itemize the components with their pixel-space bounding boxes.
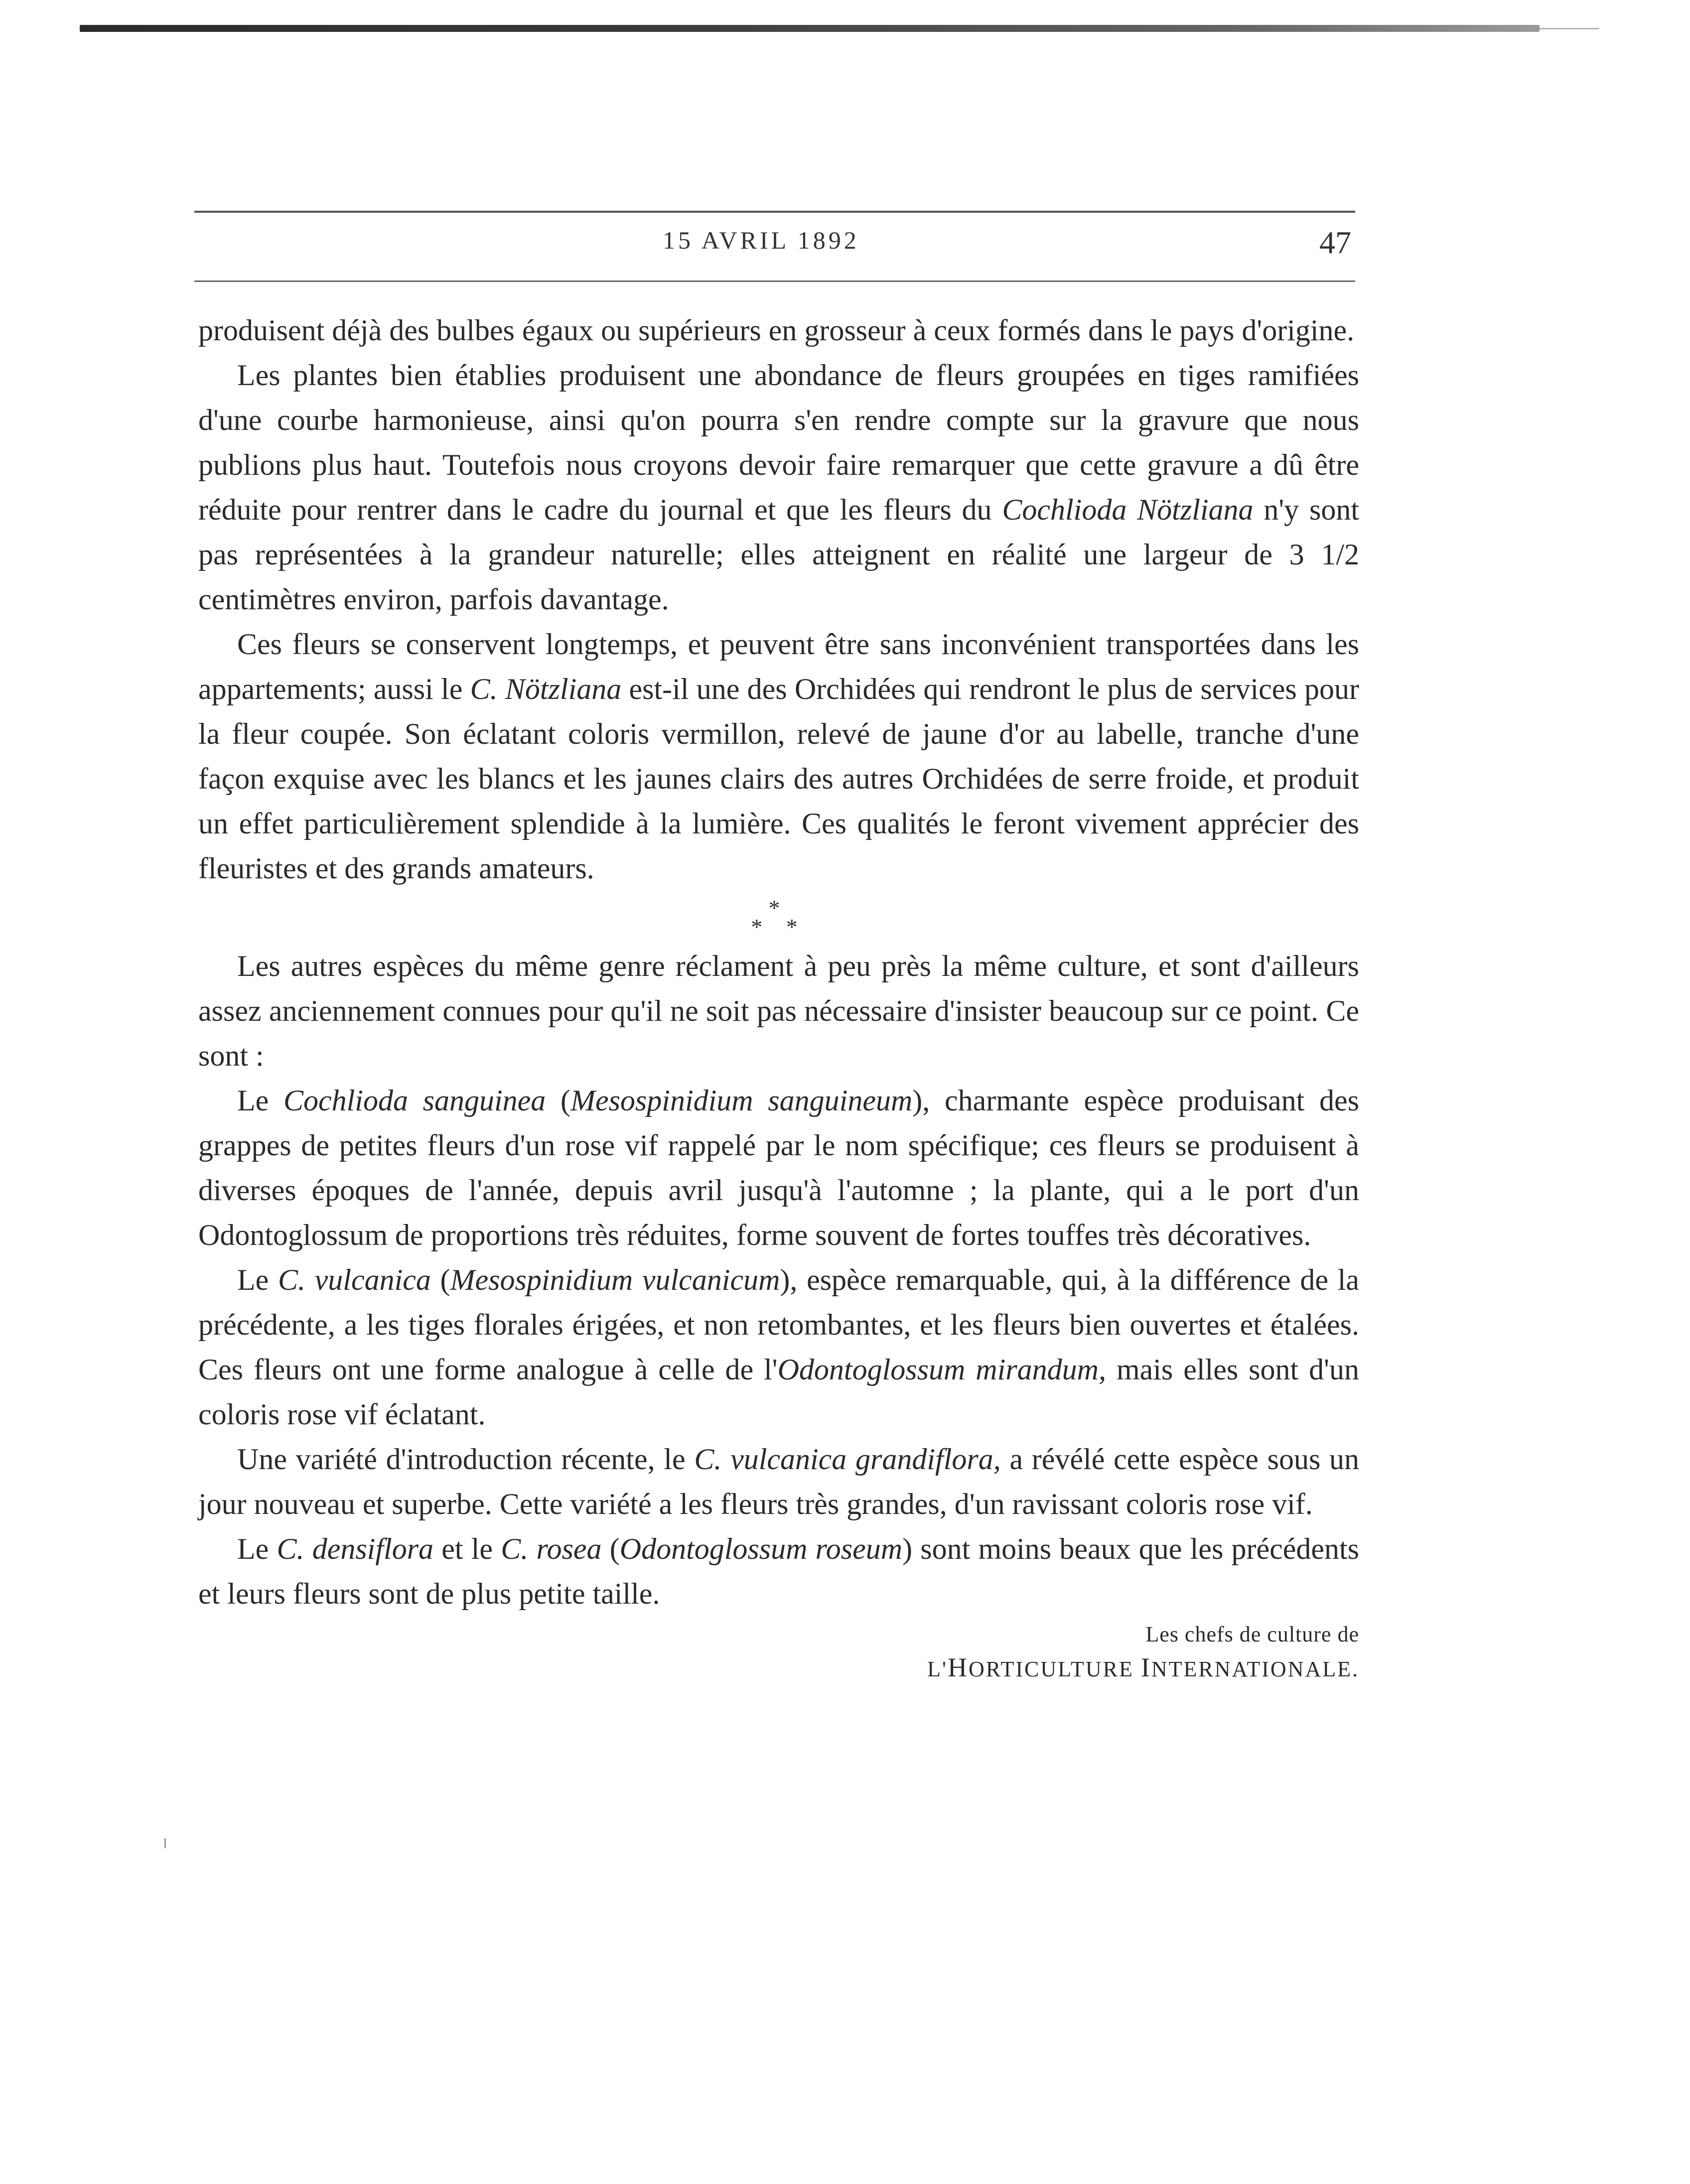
paragraph-8-text-c: (: [601, 1532, 620, 1565]
asterism-divider: [198, 891, 1359, 944]
paragraph-5-italic-b: Mesospinidium sanguineum: [570, 1084, 913, 1117]
paragraph-8-italic-a: C. densiflora: [277, 1532, 434, 1565]
paragraph-7-italic-a: C. vulcanica grandiflora,: [694, 1443, 1001, 1476]
paragraph-7-text-a: Une variété d'introduction récente, le: [237, 1443, 695, 1476]
paragraph-5-text-b: (: [546, 1084, 570, 1117]
paragraph-6-text-a: Le: [237, 1263, 278, 1296]
paragraph-2-text-a: Les plantes bien établies produisent une abondance de fleurs groupées en tiges ramifiées d'une courbe harmonieuse, ainsi qu'on pourra s'en rendre compte sur la gravure que nous publions plus haut. Toutefois nous croyons devoir faire remarquer que cette gravure a dû être réduite pour rentrer dans le cadre du journal et que les fleurs du: [198, 359, 1359, 526]
paragraph-3-italic-a: C. Nötzliana: [470, 673, 622, 705]
running-head-date-text: 15 AVRIL 1892: [663, 226, 859, 254]
paragraph-6-text-c: ), espèce remarquable, qui, à la différence de la précédente, a les tiges florales érigées, et non retombantes, et les fleurs bien ouvertes et étalées. Ces fleurs ont une forme analogue à celle de l': [198, 1263, 1360, 1386]
margin-mark: [164, 1838, 166, 1848]
asterism-bottom: * *: [751, 914, 807, 940]
scan-edge: [80, 25, 1540, 32]
paragraph-3-text-a: Ces fleurs se conservent longtemps, et peuvent être sans inconvénient transportées dans les appartements; aussi le: [198, 628, 1359, 705]
paragraph-7: [198, 1437, 1359, 1526]
signature-block: [198, 1618, 1359, 1686]
paragraph-6-text-b: (: [430, 1263, 450, 1296]
paragraph-6-italic-a: C. vulcanica: [278, 1263, 431, 1296]
signature-org-i: I: [1140, 1652, 1151, 1682]
paragraph-6: [198, 1257, 1359, 1437]
paragraph-1: produisent déjà des bulbes égaux ou supérieurs en grosseur à ceux formés dans le pays d'origine.: [198, 314, 1355, 347]
paragraph-5: [198, 1078, 1359, 1257]
paragraph-5-text-a: Le: [237, 1084, 283, 1117]
signature-organization: [198, 1651, 1359, 1686]
page-number: 47: [1319, 225, 1351, 260]
paragraph-3: [198, 622, 1359, 891]
asterism-top: *: [768, 895, 789, 921]
paragraph-3-text-b: est-il une des Orchidées qui rendront le plus de services pour la fleur coupée. Son éclatant coloris vermillon, relevé de jaune d'or au labelle, tranche d'une façon exquise avec les blancs et les jaunes clairs des autres Orchidées de serre froide, et produit un effet particulièrement splendide à la lumière. Ces qualités le feront vivement apprécier des fleuristes et des grands amateurs.: [198, 673, 1359, 885]
signature-org-i-rest: NTERNATIONALE.: [1151, 1657, 1359, 1681]
signature-line-1: Les chefs de culture de: [1145, 1622, 1359, 1646]
paragraph-8-text-d: ) sont moins beaux que les précédents et leurs fleurs sont de plus petite taille.: [198, 1532, 1360, 1610]
header-rule-bottom: [194, 280, 1355, 282]
paragraph-8-italic-b: C. rosea: [501, 1532, 602, 1565]
paragraph-2-italic-a: Cochlioda Nötzliana: [1002, 493, 1254, 526]
paragraph-5-italic-a: Cochlioda sanguinea: [283, 1084, 546, 1117]
paragraph-6-italic-c: Odontoglossum mirandum,: [777, 1353, 1106, 1386]
scan-edge-thin: [1540, 28, 1599, 29]
header-rule-top: [194, 211, 1355, 213]
paragraph-4: Les autres espèces du même genre réclament à peu près la même culture, et sont d'ailleurs assez anciennement connues pour qu'il ne soit pas nécessaire d'insister beaucoup sur ce point. Ce sont :: [198, 950, 1359, 1072]
paragraph-5-text-c: ), charmante espèce produisant des grappes de petites fleurs d'un rose vif rappelé par le nom spécifique; ces fleurs se produisent à diverses époques de l'année, depuis avril jusqu'à l'automne ; la plante, qui a le port d'un Odontoglossum de proportions très réduites, forme souvent de fortes touffes très décoratives.: [198, 1084, 1360, 1251]
paragraph-8: [198, 1526, 1359, 1616]
signature-org-h-rest: ORTICULTURE: [968, 1657, 1134, 1681]
signature-org-h: H: [947, 1652, 969, 1682]
paragraph-6-text-d: mais elles sont d'un coloris rose vif éclatant.: [198, 1353, 1359, 1431]
running-head-date: [663, 222, 859, 256]
article-body: [198, 308, 1359, 1686]
signature-org-prefix: L': [927, 1657, 948, 1681]
paragraph-8-text-a: Le: [237, 1532, 277, 1565]
paragraph-6-italic-b: Mesospinidium vulcanicum: [450, 1263, 780, 1296]
paragraph-2-text-b: n'y sont pas représentées à la grandeur naturelle; elles atteignent en réalité une largeur de 3 1/2 centimètres environ, parfois davantage.: [198, 493, 1359, 616]
paragraph-2: [198, 353, 1359, 622]
paragraph-7-text-b: a révélé cette espèce sous un jour nouveau et superbe. Cette variété a les fleurs très grandes, d'un ravissant coloris rose vif.: [198, 1443, 1360, 1520]
paragraph-8-italic-c: Odontoglossum roseum: [619, 1532, 903, 1565]
paragraph-8-text-b: et le: [433, 1532, 501, 1565]
